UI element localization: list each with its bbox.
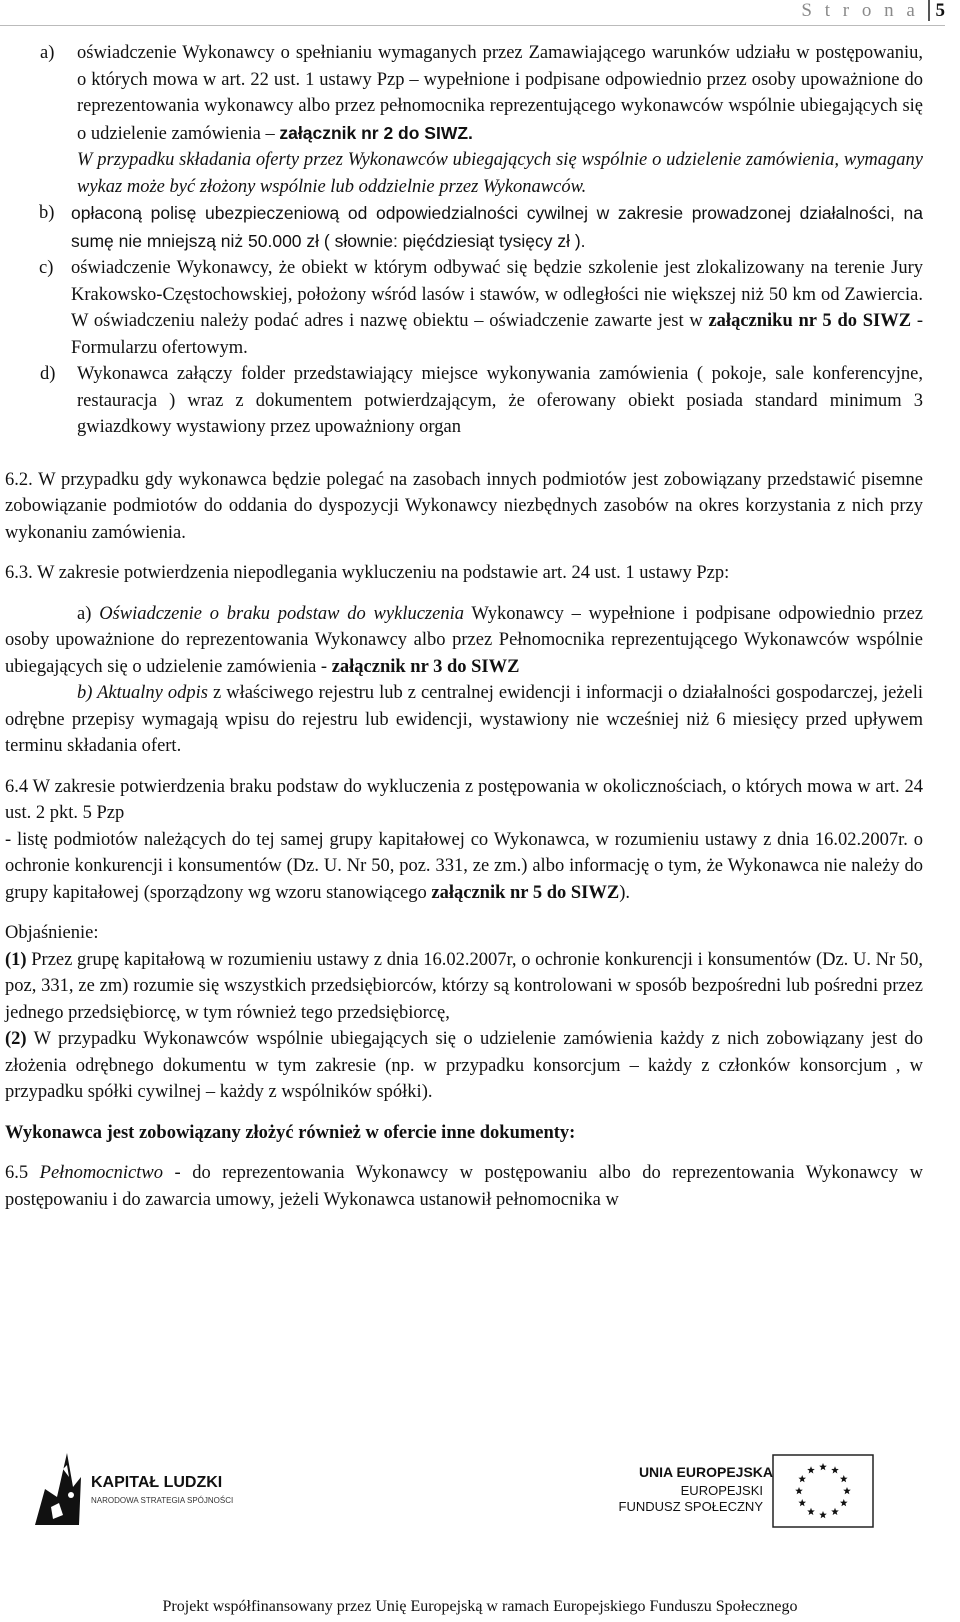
ue-subtitle-2: FUNDUSZ SPOŁECZNY <box>618 1499 763 1514</box>
item-b-label: b) <box>39 203 55 223</box>
section-6-2: 6.2. W przypadku gdy wykonawca będzie polegać na zasobach innych podmiotów jest zobowiązany przedstawić pisemne zobowiązanie podmiotów do oddania do dyspozycji Wykonawcy niezbędnych zasobów na okres korzystania z nich przy wykonaniu zamówienia. <box>5 469 923 543</box>
explanation-1: (1) Przez grupę kapitałową w rozumieniu ustawy z dnia 16.02.2007r, o ochronie konkurencji i konsumentów (Dz. U. Nr 50, poz, 331, ze zm) rozumie się wszystkich przedsiębiorców, którzy są kontrolowani w sposób bezpośredni lub pośredni przez jednego przedsiębiorcę, w tym również tego przedsiębiorcę, <box>5 949 923 1023</box>
page-header <box>0 0 960 30</box>
section-6-5: 6.5 Pełnomocnictwo - do reprezentowania Wykonawcy w postępowaniu albo do reprezentowania Wykonawcy w postępowaniu i do zawarcia umowy, jeżeli Wykonawca ustanowił pełnomocnika w <box>5 1163 924 1210</box>
section-6-4: 6.4 W zakresie potwierdzenia braku podstaw do wykluczenia z postępowania w okolicznościach, o których mowa w art. 24 ust. 2 pkt. 5 Pzp - listę podmiotów należących do tej samej grupy kapitałowej co Wykonawca, w rozumieniu ustawy z dnia 16.02.2007r. o ochronie konkurencji i konsumentów (Dz. U. Nr 50, poz. 331, ze zm.) albo informację o tym, że Wykonawca nie należy do grupy kapitałowej (sporządzony wg wzoru stanowiącego załącznik nr 5 do SIWZ). <box>5 776 923 903</box>
kapital-ludzki-name: KAPITAŁ LUDZKI <box>91 1474 223 1491</box>
section-6-3-b: b) Aktualny odpis z właściwego rejestru lub z centralnej ewidencji i informacji o działalności gospodarczej, jeżeli odrębne przepisy wymagają wpisu do rejestru lub ewidencji, wystawiony nie wcześniej niż 6 miesięcy przed upływem terminu składania ofert. <box>5 683 924 756</box>
ue-subtitle-1: EUROPEJSKI <box>680 1483 763 1498</box>
kapital-ludzki-subtitle: NARODOWA STRATEGIA SPÓJNOŚCI <box>91 1496 234 1505</box>
item-a: a) oświadczenie Wykonawcy o spełnianiu wymaganych przez Zamawiającego warunków udziału w postępowaniu, o których mowa w art. 22 ust. 1 ustawy Pzp – wypełnione i podpisane odpowiednio przez osoby upoważnione do reprezentowania wykonawcy albo przez pełnomocnika reprezentującego wykonawców wspólnie ubiegających się o udzielenie zamówienia – załącznik nr 2 do SIWZ. W przypadku składania oferty przez Wykonawców ubiegających się wspólnie o udzielenie zamówienia, wymagany wykaz może być złożony wspólnie lub oddzielnie przez Wykonawców. <box>5 40 923 200</box>
unia-europejska-logo <box>618 1455 935 1535</box>
document-body <box>5 40 923 1213</box>
other-documents-heading: Wykonawca jest zobowiązany złożyć również w ofercie inne dokumenty: <box>5 1122 576 1143</box>
header-divider <box>0 25 945 26</box>
page-label: S t r o n a 5 <box>801 0 945 21</box>
footer-note: Projekt współfinansowany przez Unię Europejską w ramach Europejskiego Funduszu Społecznego <box>162 1598 798 1615</box>
footer-logos <box>0 1435 960 1585</box>
item-c: c) oświadczenie Wykonawcy, że obiekt w którym odbywać się będzie szkolenie jest zlokalizowany na terenie Jury Krakowsko-Częstochowskiej, położony wśród lasów i stawów, w odległości nie większej niż 50 km od Zawiercia. W oświadczeniu należy podać adres i nazwę obiektu – oświadczenie zawarte jest w załączniku nr 5 do SIWZ - Formularzu ofertowym. <box>5 255 923 361</box>
explanation-title: Objaśnienie: <box>5 923 99 943</box>
explanation-2: (2) W przypadku Wykonawców wspólnie ubiegających się o udzielenie zamówienia każdy z nich zobowiązany jest do złożenia odrębnego dokumentu w tym zakresie (np. w przypadku konsorcjum – każdy z członków konsorcjum , w przypadku spółki cywilnej – każdy z wspólników spółki). <box>5 1029 923 1102</box>
item-a-label: a) <box>40 43 55 63</box>
section-6-3-a: a) Oświadczenie o braku podstaw do wykluczenia Wykonawcy – wypełnione i podpisane odpowiednio przez osoby upoważnione do reprezentowania Wykonawcy albo przez Pełnomocnika reprezentującego Wykonawców wspólnie ubiegających się o udzielenie zamówienia - załącznik nr 3 do SIWZ <box>5 603 923 677</box>
item-d: d) Wykonawca załączy folder przedstawiający miejsce wykonywania zamówienia ( pokoje, sale konferencyjne, restauracja ) wraz z dokumentem potwierdzającym, że oferowany obiekt posiada standard minimum 3 gwiazdkowy wystawiony przez upoważniony organ <box>5 361 923 441</box>
ue-name: UNIA EUROPEJSKA <box>638 1464 773 1480</box>
item-c-label: c) <box>39 258 54 278</box>
item-d-label: d) <box>40 364 56 384</box>
kapital-ludzki-logo <box>33 1447 283 1527</box>
item-a-note: W przypadku składania oferty przez Wykonawców ubiegających się wspólnie o udzielenie zamówienia, wymagany wykaz może być złożony wspólnie lub oddzielnie przez Wykonawców. <box>77 150 923 197</box>
section-6-3-heading: 6.3. W zakresie potwierdzenia niepodlegania wykluczeniu na podstawie art. 24 ust. 1 ustawy Pzp: <box>5 563 730 583</box>
page-number: 5 <box>928 0 946 21</box>
item-b: b) opłaconą polisę ubezpieczeniową od odpowiedzialności cywilnej w zakresie prowadzonej działalności, na sumę nie mniejszą niż 50.000 zł ( słownie: pięćdziesiąt tysięcy zł ). <box>5 200 923 255</box>
